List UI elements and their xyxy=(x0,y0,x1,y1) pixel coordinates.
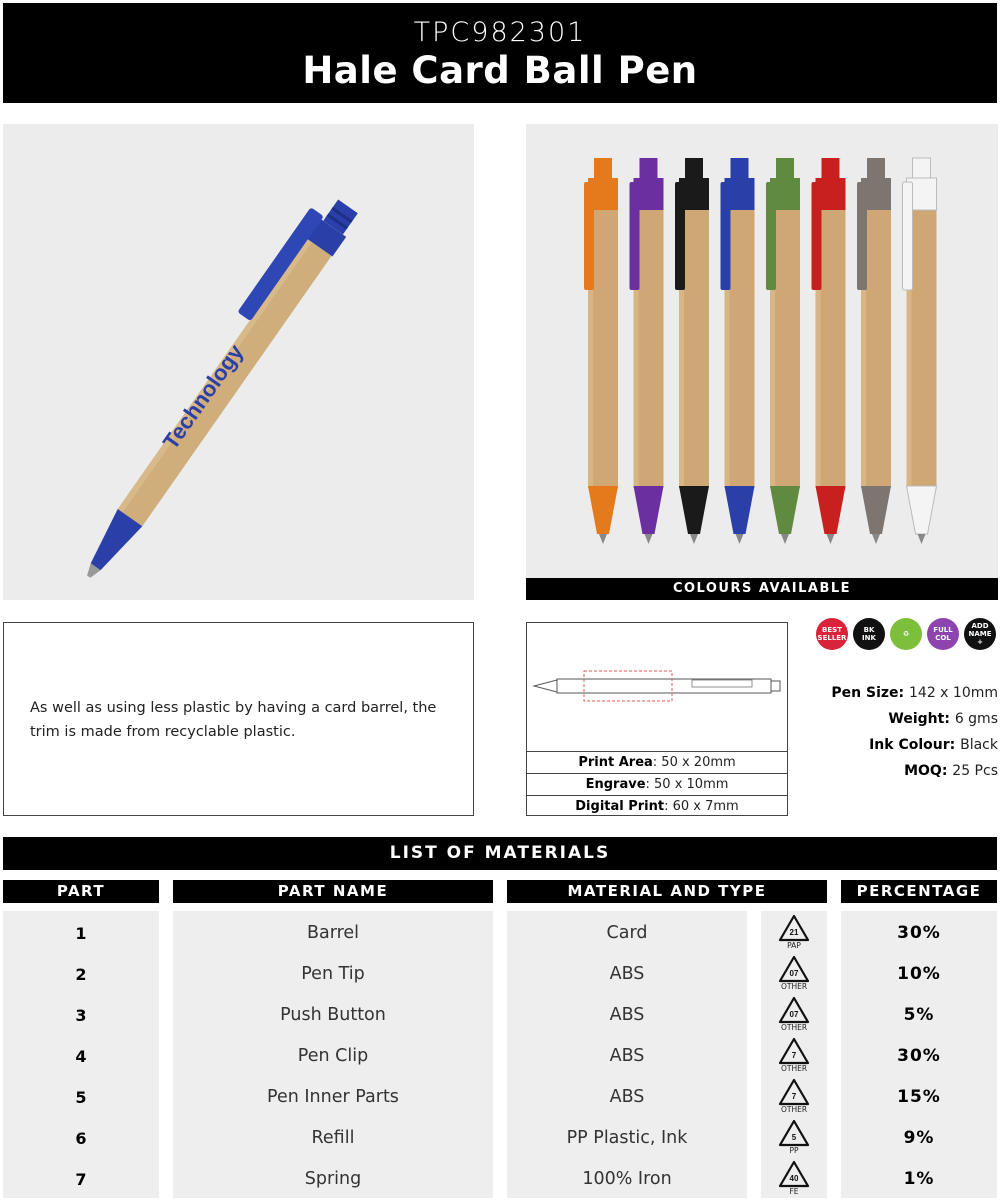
print-area-row: Print Area: 50 x 20mm xyxy=(527,751,787,773)
spec-pen-size: Pen Size: 142 x 10mm xyxy=(831,685,998,701)
colour-variants-image xyxy=(526,124,998,578)
percentage-value: 30% xyxy=(897,923,941,943)
bk-ink-badge-icon: BK INK xyxy=(853,618,885,650)
product-header xyxy=(3,3,997,103)
best-seller-badge-icon: BEST SELLER xyxy=(816,618,848,650)
hero-product-image xyxy=(3,124,474,600)
part-number: 4 xyxy=(75,1047,87,1066)
pen-variant-green xyxy=(766,158,800,544)
header-part-name: PART NAME xyxy=(173,880,493,903)
material-type: ABS xyxy=(609,1005,645,1025)
description-box xyxy=(3,622,474,816)
header-material: MATERIAL AND TYPE xyxy=(507,880,827,903)
recycle-symbol-icon: 21 PAP xyxy=(774,913,814,954)
engrave-row: Engrave: 50 x 10mm xyxy=(527,773,787,795)
feature-badges xyxy=(816,618,998,652)
part-number: 3 xyxy=(75,1006,87,1025)
pen-variant-orange xyxy=(584,158,618,544)
print-area-box xyxy=(526,622,788,816)
recycle-symbol-icon: 07 OTHER xyxy=(774,995,814,1036)
percentage-value: 15% xyxy=(897,1087,941,1107)
part-number: 5 xyxy=(75,1088,87,1107)
materials-table-body xyxy=(0,913,1000,1200)
materials-title: LIST OF MATERIALS xyxy=(3,837,997,870)
material-type: ABS xyxy=(609,1046,645,1066)
pen-variant-white xyxy=(903,158,937,544)
pen-variant-blue xyxy=(721,158,755,544)
part-name: Refill xyxy=(311,1128,355,1148)
svg-text:21: 21 xyxy=(789,928,799,937)
print-area-diagram xyxy=(527,623,787,751)
percentage-value: 1% xyxy=(903,1169,935,1189)
spec-weight: Weight: 6 gms xyxy=(888,711,998,727)
material-type: ABS xyxy=(609,964,645,984)
part-name: Spring xyxy=(304,1169,362,1189)
recyclable-badge-icon: ♻ xyxy=(890,618,922,650)
header-percentage: PERCENTAGE xyxy=(841,880,997,903)
recycle-symbol-icon: 07 OTHER xyxy=(774,954,814,995)
part-name: Pen Tip xyxy=(301,964,365,984)
part-number: 7 xyxy=(75,1170,87,1189)
recycle-symbol-icon: 40 FE xyxy=(774,1159,814,1200)
part-number: 2 xyxy=(75,965,87,984)
material-type: ABS xyxy=(609,1087,645,1107)
part-number: 6 xyxy=(75,1129,87,1148)
product-code: TPC982301 xyxy=(413,17,587,48)
add-name-badge-icon: ADD NAME + xyxy=(964,618,996,650)
svg-text:07: 07 xyxy=(789,969,799,978)
pen-variant-black xyxy=(675,158,709,544)
recycle-symbol-icon: 7 OTHER xyxy=(774,1077,814,1118)
recycle-symbol-icon: 7 OTHER xyxy=(774,1036,814,1077)
spec-ink-colour: Ink Colour: Black xyxy=(869,737,998,753)
pen-variant-purple xyxy=(630,158,664,544)
svg-text:7: 7 xyxy=(791,1051,797,1060)
header-part: PART xyxy=(3,880,159,903)
svg-text:07: 07 xyxy=(789,1010,799,1019)
part-name: Pen Clip xyxy=(297,1046,369,1066)
material-type: PP Plastic, Ink xyxy=(566,1128,688,1148)
part-name: Barrel xyxy=(306,923,360,943)
colour-variants-illustration xyxy=(526,124,998,578)
recycle-symbol-icon: 5 PP xyxy=(774,1118,814,1159)
pen-variant-red xyxy=(812,158,846,544)
percentage-value: 5% xyxy=(903,1005,935,1025)
spec-moq: MOQ: 25 Pcs xyxy=(904,763,998,779)
pen-variant-grey xyxy=(857,158,891,544)
material-type: Card xyxy=(606,923,648,943)
percentage-value: 10% xyxy=(897,964,941,984)
material-type: 100% Iron xyxy=(582,1169,672,1189)
product-title: Hale Card Ball Pen xyxy=(302,49,698,92)
branding-text: Technology xyxy=(157,339,249,454)
spec-list xyxy=(790,682,998,786)
colours-available-label: COLOURS AVAILABLE xyxy=(526,578,998,600)
full-colour-badge-icon: FULL COL xyxy=(927,618,959,650)
svg-text:40: 40 xyxy=(789,1174,799,1183)
part-name: Pen Inner Parts xyxy=(267,1087,399,1107)
svg-text:5: 5 xyxy=(791,1133,797,1142)
part-name: Push Button xyxy=(280,1005,386,1025)
percentage-value: 30% xyxy=(897,1046,941,1066)
percentage-value: 9% xyxy=(903,1128,935,1148)
branded-pen-illustration xyxy=(3,124,474,600)
svg-text:7: 7 xyxy=(791,1092,797,1101)
part-number: 1 xyxy=(75,924,87,943)
product-description: As well as using less plastic by having a card barrel, the trim is made from recyclable plastic. xyxy=(30,700,437,740)
digital-print-row: Digital Print: 60 x 7mm xyxy=(527,795,787,817)
